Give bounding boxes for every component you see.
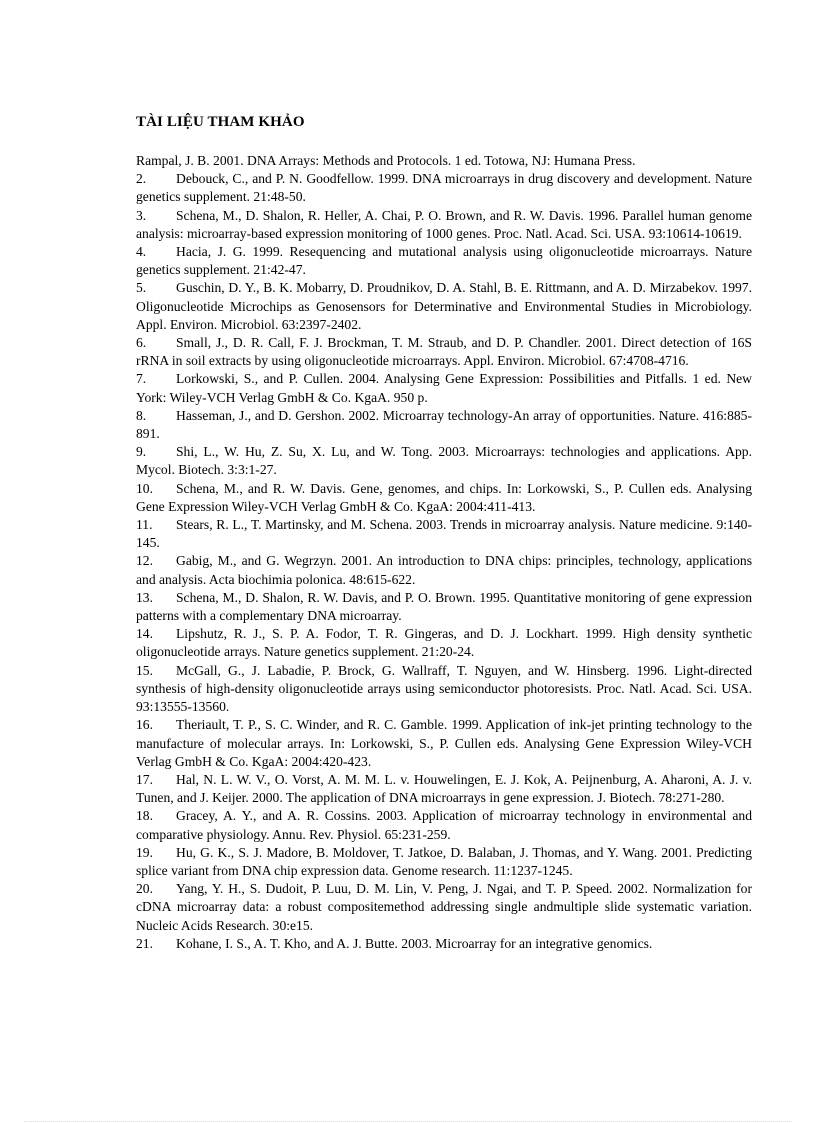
- reference-item: [136, 370, 752, 406]
- page-title: TÀI LIỆU THAM KHẢO: [136, 114, 305, 130]
- reference-list: [136, 152, 752, 953]
- reference-number: 18.: [136, 808, 153, 824]
- reference-text: Hu, G. K., S. J. Madore, B. Moldover, T. Jatkoe, D. Balaban, J. Thomas, and Y. Wang. 2001. Predicting splice variant from DNA chip expression data. Genome research. 11:1237-1245.: [136, 844, 752, 878]
- reference-number: 7.: [136, 371, 147, 387]
- reference-number: 8.: [136, 407, 147, 423]
- reference-text: Hasseman, J., and D. Gershon. 2002. Microarray technology-An array of opportunities. Nature. 416:885-891.: [136, 407, 752, 442]
- reference-text: Stears, R. L., T. Martinsky, and M. Schena. 2003. Trends in microarray analysis. Nature medicine. 9:140-145.: [136, 517, 752, 551]
- reference-text: Hacia, J. G. 1999. Resequencing and mutational analysis using oligonucleotide microarrays. Nature genetics supplement. 21:42-47.: [136, 244, 752, 278]
- reference-item: [136, 516, 752, 552]
- reference-item: [136, 771, 752, 807]
- reference-number: 14.: [136, 626, 153, 642]
- reference-item: [136, 480, 752, 516]
- reference-text: Lorkowski, S., and P. Cullen. 2004. Analysing Gene Expression: Possibilities and Pitfalls. 1 ed. New York: Wiley-VCH Verlag GmbH & Co. KgaA. 950 p.: [136, 371, 752, 405]
- reference-number: 6.: [136, 335, 147, 351]
- reference-number: 9.: [136, 444, 147, 460]
- reference-item: [136, 279, 752, 334]
- reference-item: [136, 170, 752, 206]
- reference-item: [136, 443, 752, 479]
- reference-text: Lipshutz, R. J., S. P. A. Fodor, T. R. Gingeras, and D. J. Lockhart. 1999. High density synthetic oligonucleotide arrays. Nature genetics supplement. 21:20-24.: [136, 626, 752, 660]
- reference-number: 19.: [136, 844, 153, 860]
- reference-text: Kohane, I. S., A. T. Kho, and A. J. Butte. 2003. Microarray for an integrative genomics.: [176, 935, 653, 951]
- reference-item: [136, 716, 752, 771]
- reference-text: Schena, M., and R. W. Davis. Gene, genomes, and chips. In: Lorkowski, S., P. Cullen eds. Analysing Gene Expression Wiley-VCH Verlag GmbH & Co. KgaA: 2004:411-413.: [136, 480, 752, 514]
- reference-text: Theriault, T. P., S. C. Winder, and R. C. Gamble. 1999. Application of ink-jet printing technology to the manufacture of molecular arrays. In: Lorkowski, S., P. Cullen eds. Analysing Gene Expression Wiley-VCH Verlag GmbH & Co. KgaA: 2004:420-423.: [136, 717, 752, 769]
- reference-item: [136, 152, 752, 170]
- document-page: [136, 112, 752, 953]
- reference-item: [136, 589, 752, 625]
- reference-number: 12.: [136, 553, 153, 569]
- reference-text: Gabig, M., and G. Wegrzyn. 2001. An introduction to DNA chips: principles, technology, applications and analysis. Acta biochimia polonica. 48:615-622.: [136, 553, 752, 587]
- page-bottom-divider: [24, 1121, 792, 1122]
- reference-item: [136, 552, 752, 588]
- reference-text: McGall, G., J. Labadie, P. Brock, G. Wallraff, T. Nguyen, and W. Hinsberg. 1996. Light-directed synthesis of high-density oligonucleotide arrays using semiconductor photoresists. Proc. Natl. Acad. Sci. USA. 93:13555-13560.: [136, 662, 752, 715]
- reference-number: 4.: [136, 244, 147, 260]
- reference-item: [136, 334, 752, 370]
- reference-number: 16.: [136, 717, 153, 733]
- reference-item: [136, 935, 752, 953]
- reference-number: 17.: [136, 771, 153, 787]
- reference-text: Schena, M., D. Shalon, R. Heller, A. Chai, P. O. Brown, and R. W. Davis. 1996. Parallel human genome analysis: microarray-based expression monitoring of 1000 genes. Proc. Natl. Acad. Sci. USA. 93:10614-10619.: [136, 207, 752, 241]
- reference-number: 15.: [136, 662, 153, 678]
- reference-text: Hal, N. L. W. V., O. Vorst, A. M. M. L. v. Houwelingen, E. J. Kok, A. Peijnenburg, A. Aharoni, A. J. v. Tunen, and J. Keijer. 2000. The application of DNA microarrays in gene expression. J. Biotech. 78:271-280.: [136, 771, 752, 806]
- reference-number: 21.: [136, 935, 153, 951]
- reference-item: [136, 625, 752, 661]
- reference-text: Gracey, A. Y., and A. R. Cossins. 2003. Application of microarray technology in environmental and comparative physiology. Annu. Rev. Physiol. 65:231-259.: [136, 808, 752, 842]
- reference-number: 20.: [136, 881, 153, 897]
- reference-item: [136, 243, 752, 279]
- reference-text: Guschin, D. Y., B. K. Mobarry, D. Proudnikov, D. A. Stahl, B. E. Rittmann, and A. D. Mirzabekov. 1997. Oligonucleotide Microchips as Genosensors for Determinative and Environmental Studies in Microbiology. Appl. Environ. Microbiol. 63:2397-2402.: [136, 280, 752, 332]
- reference-number: 3.: [136, 207, 147, 223]
- reference-number: 13.: [136, 589, 153, 605]
- reference-text: Shi, L., W. Hu, Z. Su, X. Lu, and W. Tong. 2003. Microarrays: technologies and applications. App. Mycol. Biotech. 3:3:1-27.: [136, 444, 752, 478]
- reference-item: [136, 844, 752, 880]
- reference-item: [136, 662, 752, 717]
- reference-number: 11.: [136, 517, 153, 533]
- reference-number: 2.: [136, 171, 147, 187]
- reference-text: Rampal, J. B. 2001. DNA Arrays: Methods and Protocols. 1 ed. Totowa, NJ: Humana Press.: [136, 153, 636, 168]
- reference-text: Debouck, C., and P. N. Goodfellow. 1999. DNA microarrays in drug discovery and development. Nature genetics supplement. 21:48-50.: [136, 171, 752, 205]
- reference-item: [136, 207, 752, 243]
- reference-text: Schena, M., D. Shalon, R. W. Davis, and P. O. Brown. 1995. Quantitative monitoring of gene expression patterns with a complementary DNA microarray.: [136, 589, 752, 624]
- reference-item: [136, 807, 752, 843]
- reference-number: 10.: [136, 480, 153, 496]
- reference-number: 5.: [136, 280, 147, 296]
- reference-item: [136, 407, 752, 443]
- reference-text: Small, J., D. R. Call, F. J. Brockman, T. M. Straub, and D. P. Chandler. 2001. Direct detection of 16S rRNA in soil extracts by using oligonucleotide microarrays. Appl. Environ. Microbiol. 67:4708-4716.: [136, 335, 752, 369]
- reference-text: Yang, Y. H., S. Dudoit, P. Luu, D. M. Lin, V. Peng, J. Ngai, and T. P. Speed. 2002. Normalization for cDNA microarray data: a robust compositemethod addressing single andmultiple slide systematic variation. Nucleic Acids Research. 30:e15.: [136, 881, 752, 933]
- reference-item: [136, 880, 752, 935]
